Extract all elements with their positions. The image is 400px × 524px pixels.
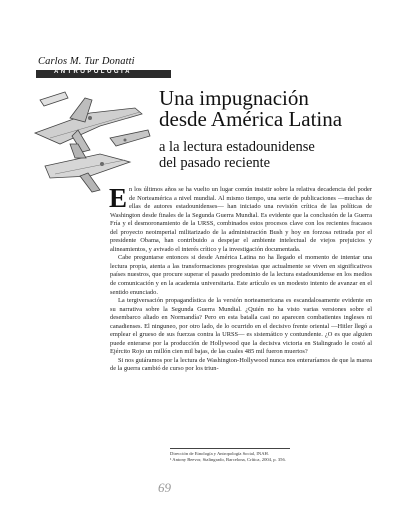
drop-cap: E	[109, 183, 128, 213]
article-body	[109, 183, 372, 374]
footnotes	[170, 451, 380, 463]
paragraph-2: Cabe preguntarse entonces si desde América Latina no ha llegado el momento de intentar una lectura propia, atenta a las transformaciones progresistas que actualmente se viven en significativos países nuestros, que procure superar el pasado predominio de la lectura estadounidense en los medios de comunicación y en la academia universitaria. Este artículo es un modesto intento de avanzar en el sentido enunciado.	[110, 254, 372, 296]
author-name: Carlos M. Tur Donatti	[38, 56, 135, 67]
footnote-affiliation: Dirección de Etnología y Antropología Social, INAH.	[170, 451, 269, 456]
page-number: 69	[158, 480, 171, 495]
section-label: ANTROPOLOGÍA	[54, 69, 132, 75]
article-subtitle: a la lectura estadounidense del pasado reciente	[159, 139, 315, 171]
footnote-rule	[170, 448, 290, 449]
paragraph-3: La tergiversación propagandística de la versión norteamericana es escandalosamente evidente en su narrativa sobre la Segunda Guerra Mundial. ¿Quién no ha visto varias versiones sobre el desembarco aliado en Normandía? Pero en esta batalla casi no aparecen combatientes ingleses ni canadienses. El ninguneo, por otro lado, de lo ocurrido en el decisivo frente oriental —Hitler llegó a emplear el grueso de sus fuerzas contra la URSS— es sistemático y contundente. ¿O es que alguien puede enterarse por la producción de Hollywood que la decisiva victoria en Stalingrado le costó al Ejército Rojo un millón cien mil bajas, de las cuales 485 mil fueron muertos?	[110, 297, 372, 356]
paragraph-4: Si nos guiáramos por la lectura de Washington-Hollywood nunca nos enteraríamos de que la marea de la guerra cambió de curso por los triun-	[110, 356, 372, 373]
footnote-1: ¹ Antony Beevor, Stalingrado, Barcelona, Crítica, 2004, p. 356.	[170, 457, 286, 462]
article-title: Una impugnación desde América Latina	[159, 86, 343, 131]
paragraph-1: En los últimos años se ha vuelto un lugar común insistir sobre la relativa decadencia del poder de Norteamérica a nivel mundial. Al mismo tiempo, una serie de publicaciones —muchas de ellas de autores estadounidenses— han iniciado una revisión crítica de las políticas de Washington desde finales de la Segunda Guerra Mundial. Es evidente que la conclusión de la Guerra Fría y el desmoronamiento de la URSS, combinados estos procesos clave con los recientes fracasos del proyecto neoimperial militarizado de la administración Bush y hoy en forzosa retirada por el presidente Obama, han contribuido a despejar el ambiente intelectual de viejos prejuicios y alineamientos, y avivado el interés crítico y la investigación documentada.	[109, 183, 372, 253]
propaganda-illustration	[30, 78, 155, 200]
section-band	[36, 70, 171, 78]
